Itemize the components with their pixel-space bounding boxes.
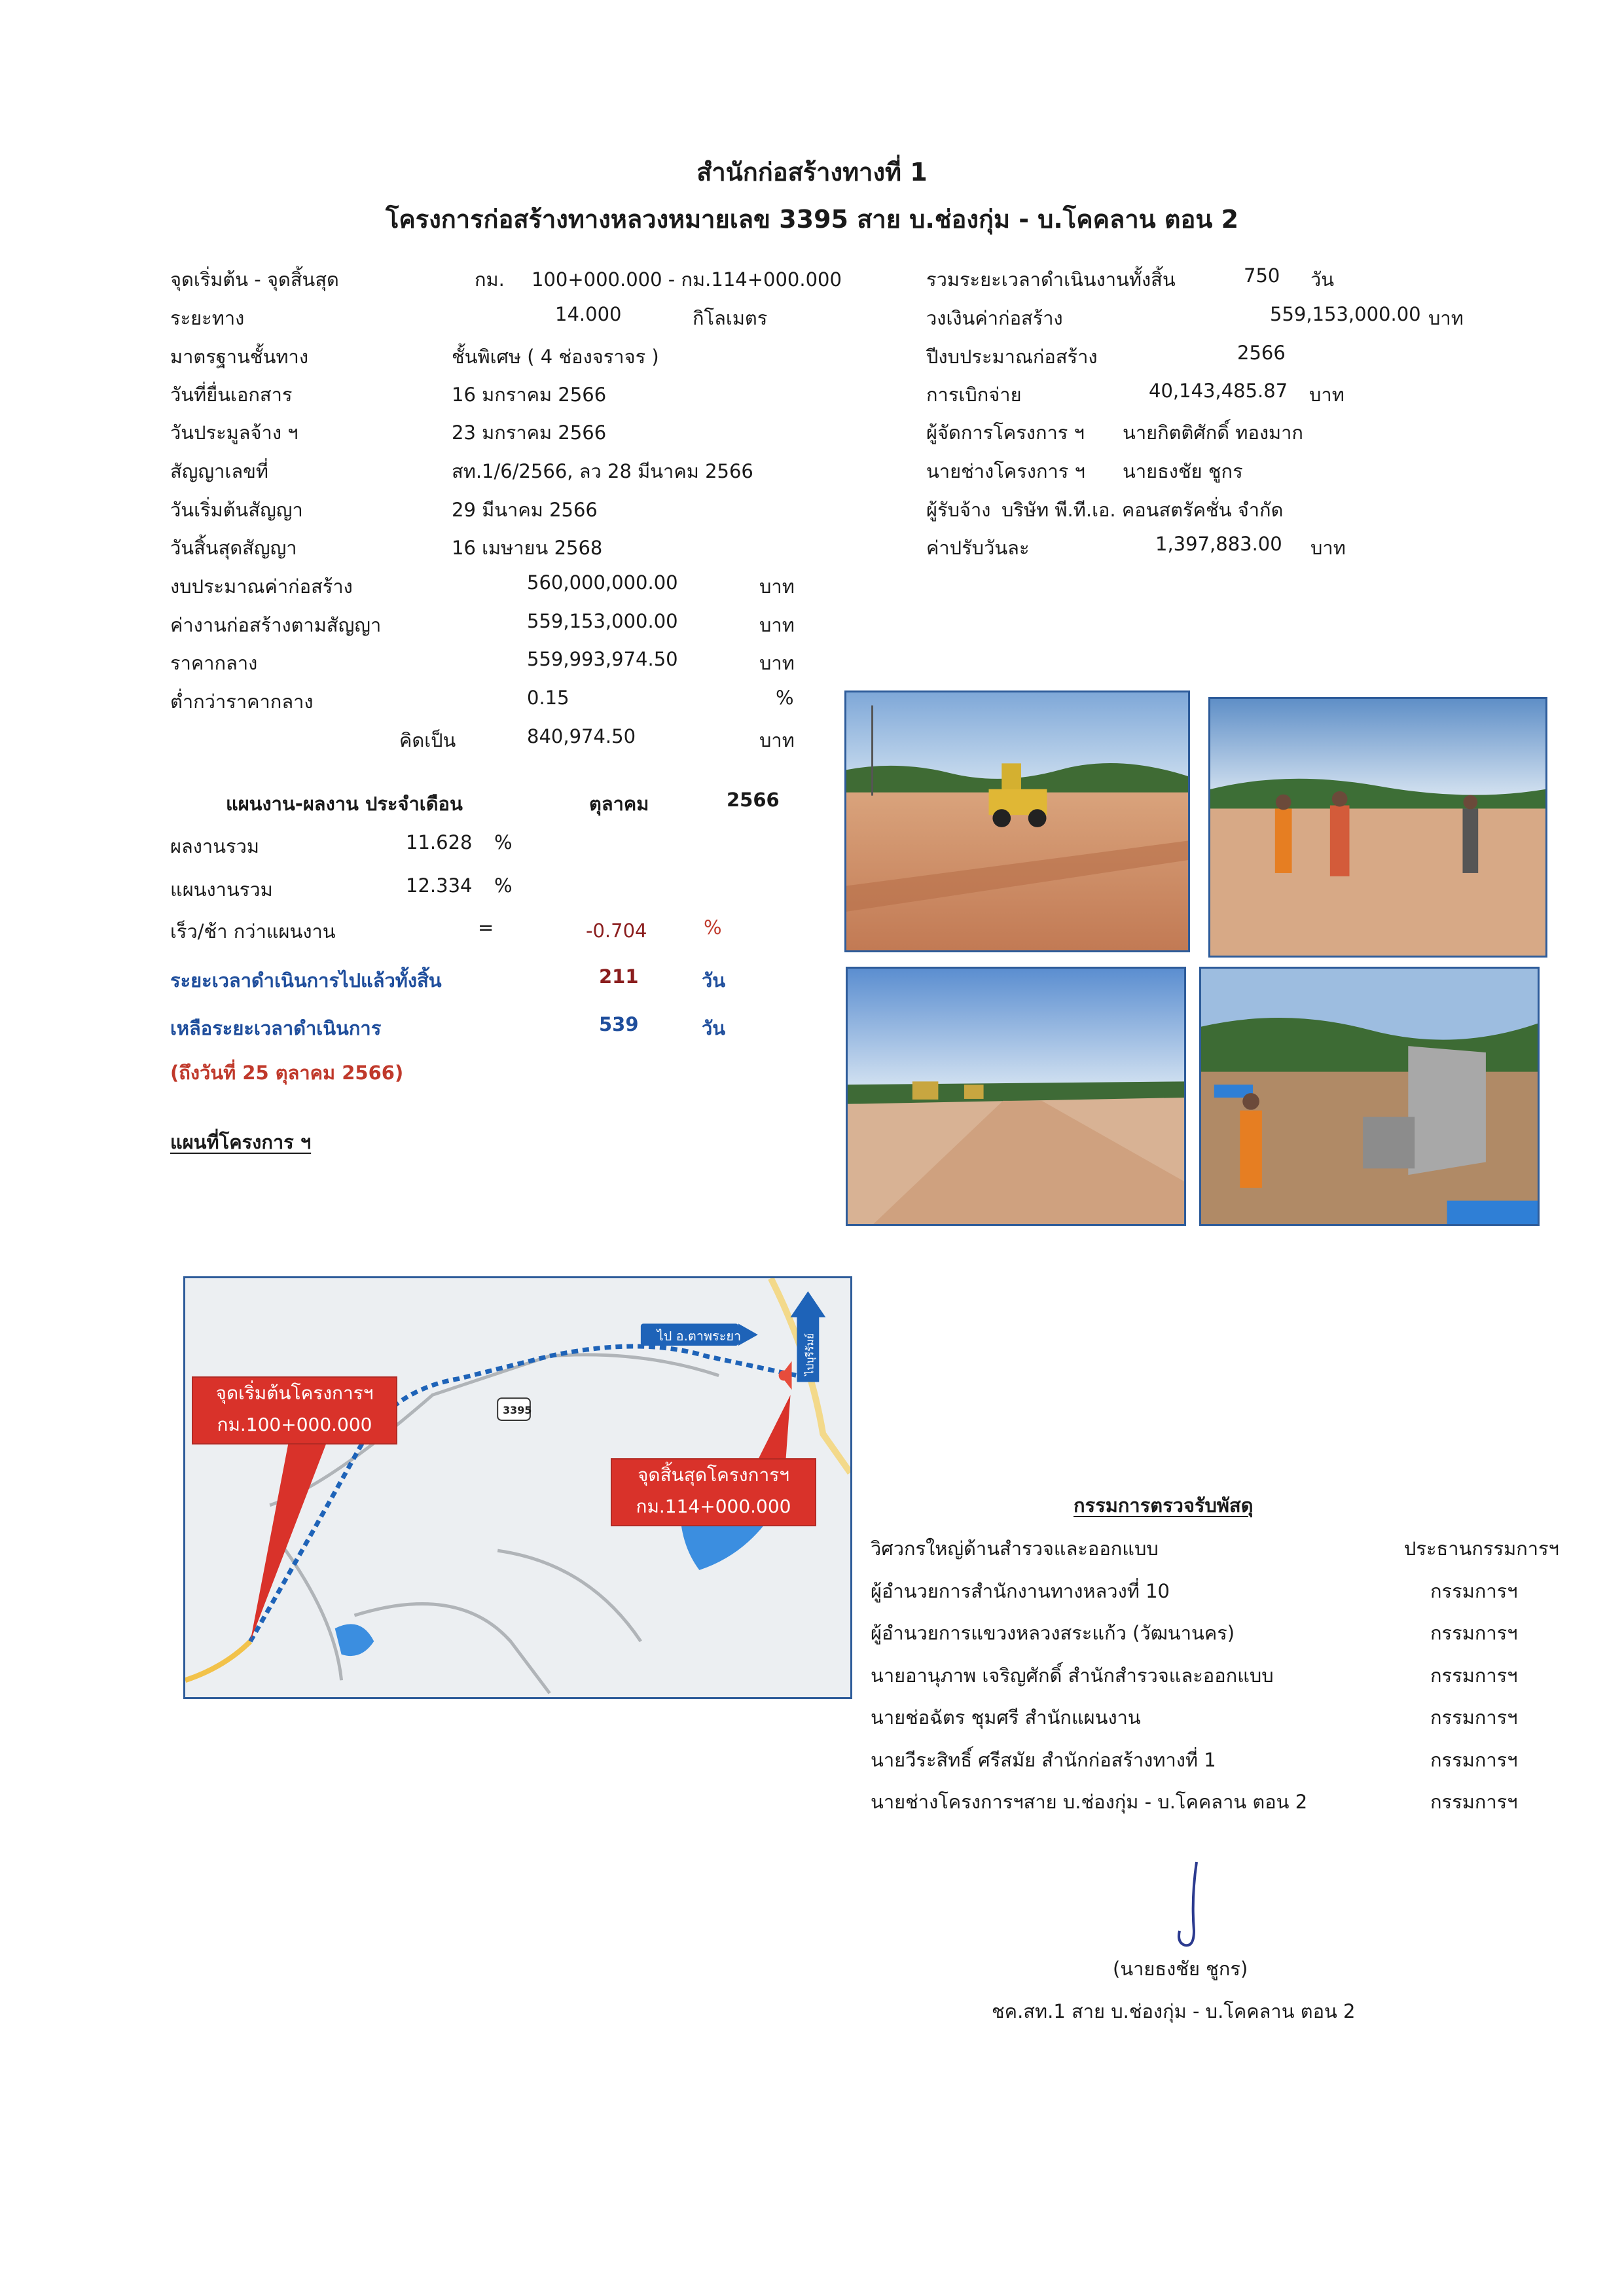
committee-member-name: ผู้อำนวยการแขวงหลวงสระแก้ว (วัฒนานคร) (871, 1622, 1235, 1644)
detail-label: งบประมาณค่าก่อสร้าง (170, 575, 353, 598)
detail-value: 23 มกราคม 2566 (452, 422, 607, 444)
site-photo-culvert (1199, 967, 1540, 1226)
committee-member-name: นายช่างโครงการฯสาย บ.ช่องกุ่ม - บ.โคคลาน ตอน 2 (871, 1791, 1308, 1813)
monthly-month: ตุลาคม (589, 793, 649, 815)
start-callout (192, 1376, 397, 1444)
detail-unit: บาท (759, 652, 795, 674)
result-label: ผลงานรวม (170, 835, 260, 857)
detail-unit: กิโลเมตร (693, 307, 768, 329)
summary-unit: บาท (1428, 307, 1464, 329)
end-callout-line1: จุดสิ้นสุดโครงการฯ (637, 1464, 789, 1486)
summary-label: ค่าปรับวันละ (926, 537, 1030, 559)
detail-value: 100+000.000 - กม.114+000.000 (532, 268, 842, 291)
direction-label: ไป อ.ตาพระยา (657, 1329, 742, 1344)
monthly-year: 2566 (727, 789, 780, 811)
summary-value: นายธงชัย ชูกร (1123, 460, 1243, 482)
detail-value: 14.000 (555, 303, 622, 325)
as-of-date: (ถึงวันที่ 25 ตุลาคม 2566) (170, 1062, 404, 1084)
detail-value: 16 มกราคม 2566 (452, 384, 607, 406)
committee-member-name: นายอานุภาพ เจริญศักดิ์ สำนักสำรวจและออกแบบ (871, 1664, 1274, 1687)
end-callout (611, 1458, 816, 1526)
summary-unit: บาท (1309, 384, 1344, 406)
signature-mark (1172, 1859, 1211, 1957)
diff-label: เร็ว/ช้า กว่าแผนงาน (170, 920, 336, 942)
summary-label: ผู้จัดการโครงการ ฯ (926, 422, 1085, 444)
end-callout-line2: กม.114+000.000 (636, 1496, 791, 1517)
summary-value: 559,153,000.00 (1270, 303, 1421, 325)
office-title: สำนักก่อสร้างทางที่ 1 (696, 158, 928, 187)
project-title: โครงการก่อสร้างทางหลวงหมายเลข 3395 สาย บ.ช่องกุ่ม - บ.โคคลาน ตอน 2 (385, 205, 1239, 234)
detail-value: 0.15 (527, 687, 569, 709)
diff-unit: % (704, 916, 722, 939)
signature-name: (นายธงชัย ชูกร) (1113, 1958, 1248, 1980)
committee-member-name: นายช่อฉัตร ชุมศรี สำนักแผนงาน (871, 1706, 1141, 1729)
summary-value: 1,397,883.00 (1155, 533, 1282, 555)
committee-member-name: วิศวกรใหญ่ด้านสำรวจและออกแบบ (871, 1537, 1159, 1560)
diff-value: -0.704 (586, 920, 647, 942)
elapsed-label: ระยะเวลาดำเนินการไปแล้วทั้งสิ้น (170, 969, 442, 992)
start-callout-line1: จุดเริ่มต้นโครงการฯ (215, 1382, 374, 1404)
monthly-heading: แผนงาน-ผลงาน ประจำเดือน (226, 793, 463, 815)
summary-unit: วัน (1310, 268, 1335, 291)
detail-label: ระยะทาง (170, 307, 245, 329)
site-photo-survey (1208, 697, 1547, 958)
detail-label: สัญญาเลขที่ (170, 460, 269, 482)
detail-label: ต่ำกว่าราคากลาง (170, 691, 314, 713)
site-photo-grader (844, 691, 1190, 952)
result-value: 11.628 (406, 831, 473, 853)
plan-unit: % (494, 874, 513, 897)
summary-value: นายกิตติศักดิ์ ทองมาก (1123, 422, 1303, 444)
summary-value: บริษัท พี.ที.เอ. คอนสตรัคชั่น จำกัด (1001, 499, 1284, 521)
site-photo-road (846, 967, 1186, 1226)
detail-value: 16 เมษายน 2568 (452, 537, 603, 559)
detail-unit: % (776, 687, 794, 709)
summary-label: นายช่างโครงการ ฯ (926, 460, 1085, 482)
detail-label: วันประมูลจ้าง ฯ (170, 422, 298, 444)
summary-label: วงเงินค่าก่อสร้าง (926, 307, 1063, 329)
summary-value: 750 (1244, 264, 1280, 287)
committee-heading: กรรมการตรวจรับพัสดุ (1074, 1494, 1254, 1516)
detail-value: 29 มีนาคม 2566 (452, 499, 598, 521)
detail-label: มาตรฐานชั้นทาง (170, 346, 308, 368)
detail-label: จุดเริ่มต้น - จุดสิ้นสุด (170, 268, 339, 291)
start-callout-line2: กม.100+000.000 (217, 1414, 372, 1435)
committee-member-role: กรรมการฯ (1430, 1664, 1518, 1687)
elapsed-unit: วัน (702, 969, 726, 992)
detail-value: สท.1/6/2566, ลว 28 มีนาคม 2566 (452, 460, 753, 482)
committee-member-role: กรรมการฯ (1430, 1579, 1518, 1602)
detail-unit-prefix: กม. (475, 268, 505, 291)
summary-value: 2566 (1237, 342, 1286, 364)
committee-member-role: กรรมการฯ (1430, 1706, 1518, 1729)
summary-value: 40,143,485.87 (1149, 380, 1288, 402)
committee-member-role: ประธานกรรมการฯ (1404, 1537, 1559, 1560)
summary-label: ผู้รับจ้าง (926, 499, 991, 521)
remain-value: 539 (599, 1013, 639, 1035)
committee-member-name: นายวีระสิทธิ์ ศรีสมัย สำนักก่อสร้างทางที่ 1 (871, 1748, 1216, 1771)
result-unit: % (494, 831, 513, 853)
remain-label: เหลือระยะเวลาดำเนินการ (170, 1017, 382, 1039)
detail-value: 559,993,974.50 (527, 648, 678, 670)
committee-member-name: ผู้อำนวยการสำนักงานทางหลวงที่ 10 (871, 1579, 1170, 1602)
summary-label: รวมระยะเวลาดำเนินงานทั้งสิ้น (926, 268, 1176, 291)
plan-value: 12.334 (406, 874, 473, 897)
diff-eq: = (478, 916, 494, 939)
detail-label: วันเริ่มต้นสัญญา (170, 499, 303, 521)
summary-label: ปีงบประมาณก่อสร้าง (926, 346, 1098, 368)
north-label: ไปบุรีรัมย์ (803, 1333, 816, 1376)
detail-label: วันที่ยื่นเอกสาร (170, 384, 293, 406)
detail-label: ค่างานก่อสร้างตามสัญญา (170, 614, 382, 636)
project-map (183, 1276, 852, 1699)
summary-unit: บาท (1310, 537, 1346, 559)
plan-label: แผนงานรวม (170, 878, 273, 901)
elapsed-value: 211 (599, 965, 639, 988)
detail-unit: บาท (759, 575, 795, 598)
route-shield: 3395 (503, 1404, 532, 1417)
remain-unit: วัน (702, 1017, 726, 1039)
map-heading: แผนที่โครงการ ฯ (170, 1131, 312, 1153)
committee-member-role: กรรมการฯ (1430, 1791, 1518, 1813)
detail-value: 559,153,000.00 (527, 610, 678, 632)
detail-value: ชั้นพิเศษ ( 4 ช่องจราจร ) (452, 346, 659, 368)
signature-position: ชค.สท.1 สาย บ.ช่องกุ่ม - บ.โคคลาน ตอน 2 (992, 2000, 1356, 2022)
committee-member-role: กรรมการฯ (1430, 1748, 1518, 1771)
detail-label: ราคากลาง (170, 652, 258, 674)
detail-value: 840,974.50 (527, 725, 636, 747)
detail-unit: บาท (759, 729, 795, 751)
detail-label: วันสิ้นสุดสัญญา (170, 537, 297, 559)
summary-label: การเบิกจ่าย (926, 384, 1022, 406)
detail-unit: บาท (759, 614, 795, 636)
detail-label: คิดเป็น (399, 729, 456, 751)
detail-value: 560,000,000.00 (527, 571, 678, 594)
committee-member-role: กรรมการฯ (1430, 1622, 1518, 1644)
